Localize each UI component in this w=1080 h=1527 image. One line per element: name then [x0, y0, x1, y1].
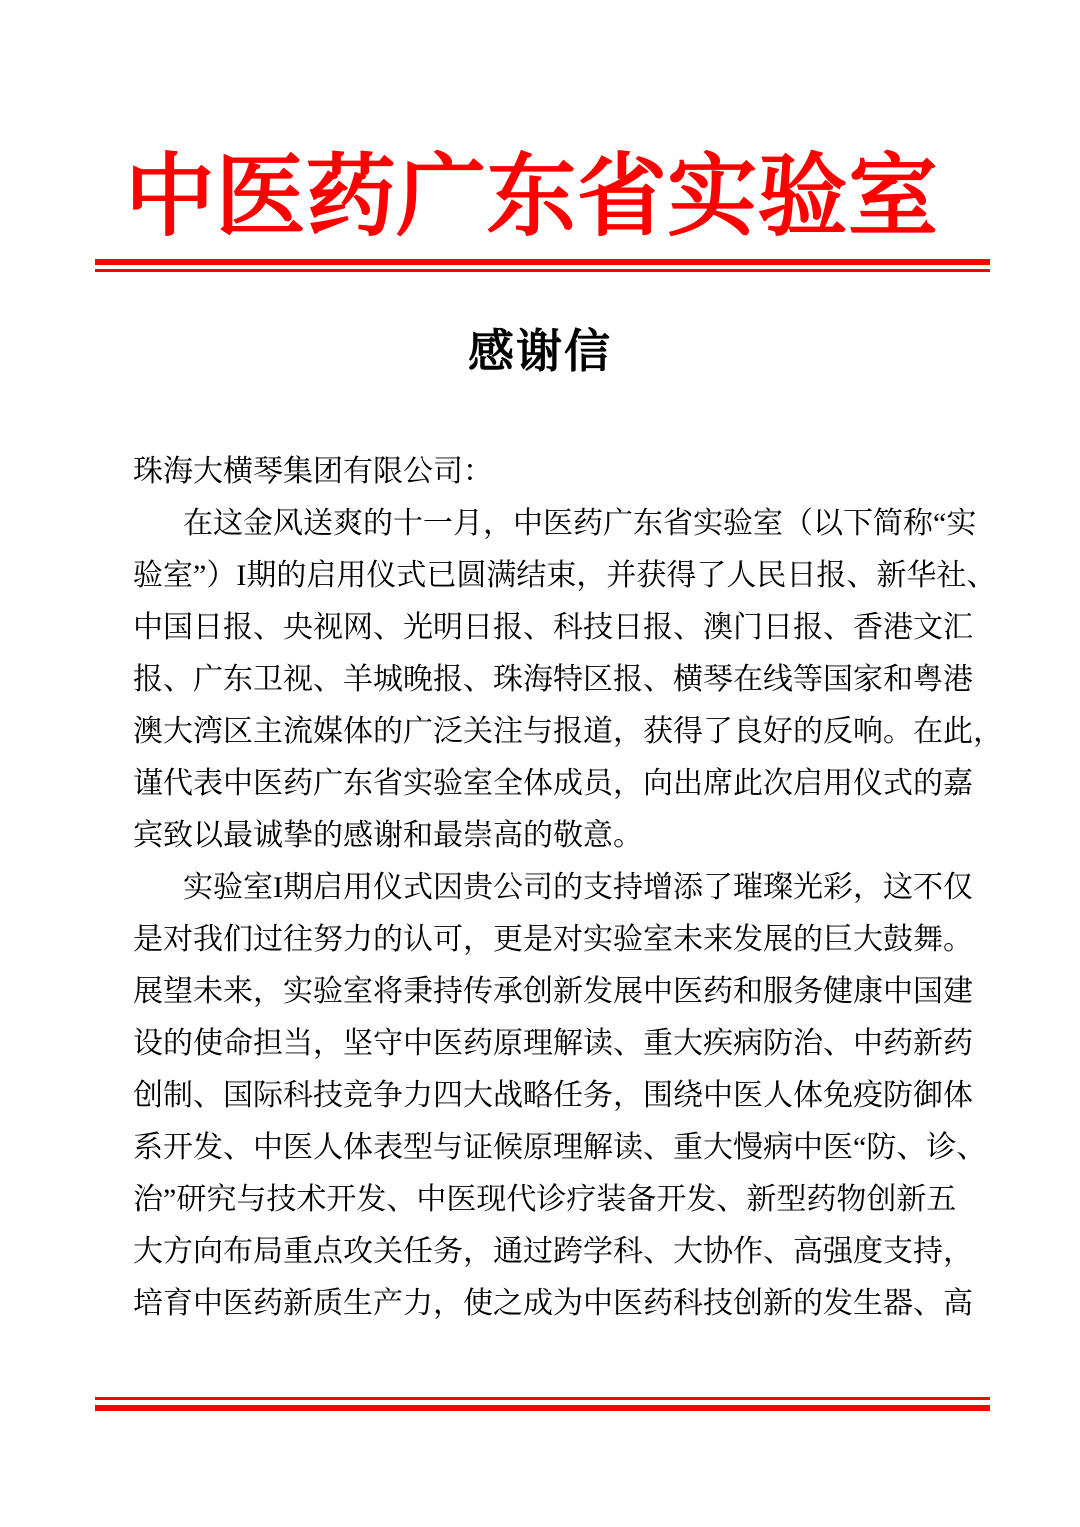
body-line: 培 育 中 医 药 新 质 生 产 力 ， 使 之 成 为 中 医 药 科 技 创 新 的 发 生 器 、 高: [133, 1287, 973, 1320]
letterhead-title-char: 东: [486, 148, 577, 247]
letter-body: [133, 446, 1003, 1330]
letterhead-title-char: 广: [396, 148, 487, 247]
body-line: 验 室 ” ） I 期 的 启 用 仪 式 已 圆 满 结 束 ， 并 获 得 了 人 民 日 报 、 新 华 社 、: [133, 559, 997, 592]
letterhead-title-char: 验: [757, 148, 848, 247]
body-line: 展 望 未 来 ， 实 验 室 将 秉 持 传 承 创 新 发 展 中 医 药 和 服 务 健 康 中 国 建: [133, 975, 973, 1008]
letterhead-title: [125, 150, 938, 246]
letterhead-title-char: 室: [848, 148, 938, 247]
letterhead-title-char: 药: [305, 148, 396, 247]
body-line: 报 、 广 东 卫 视 、 羊 城 晚 报 、 珠 海 特 区 报 、 横 琴 在 线 等 国 家 和 粤 港: [133, 663, 973, 696]
body-line: 珠海大横琴集团有限公司：: [133, 455, 493, 488]
body-line: 创 制 、 国 际 科 技 竞 争 力 四 大 战 略 任 务 ， 围 绕 中 医 人 体 免 疫 防 御 体: [133, 1079, 973, 1112]
body-line: 大 方 向 布 局 重 点 攻 关 任 务 ， 通 过 跨 学 科 、 大 协 作 、 高 强 度 支 持 ，: [133, 1235, 973, 1268]
letterhead-divider: [95, 259, 990, 272]
letterhead-title-char: 实: [667, 148, 758, 247]
body-line: 是 对 我 们 过 往 努 力 的 认 可 ， 更 是 对 实 验 室 未 来 发 展 的 巨 大 鼓 舞 。: [133, 923, 973, 956]
letterhead-title-char: 医: [215, 148, 306, 247]
letterhead-title-char: 省: [576, 148, 667, 247]
body-line: 设 的 使 命 担 当 ， 坚 守 中 医 药 原 理 解 读 、 重 大 疾 病 防 治 、 中 药 新 药: [133, 1027, 973, 1060]
body-line: 在 这 金 风 送 爽 的 十 一 月 ， 中 医 药 广 东 省 实 验 室 （ 以 下 简 称 “ 实: [183, 507, 977, 540]
footer-divider: [95, 1397, 990, 1411]
body-line: 澳 大 湾 区 主 流 媒 体 的 广 泛 关 注 与 报 道 ， 获 得 了 良 好 的 反 响 。 在 此 ，: [133, 715, 1003, 748]
letter-title: 感谢信: [468, 326, 612, 377]
body-line: 宾致以最诚挚的感谢和最崇高的敬意。: [133, 819, 643, 852]
body-line: 中 国 日 报 、 央 视 网 、 光 明 日 报 、 科 技 日 报 、 澳 门 日 报 、 香 港 文 汇: [133, 611, 973, 644]
body-line: 实 验 室 I 期 启 用 仪 式 因 贵 公 司 的 支 持 增 添 了 璀 璨 光 彩 ， 这 不 仅: [183, 871, 973, 904]
body-line: 谨 代 表 中 医 药 广 东 省 实 验 室 全 体 成 员 ， 向 出 席 此 次 启 用 仪 式 的 嘉: [133, 767, 973, 800]
letterhead-title-char: 中: [125, 148, 215, 247]
body-line: 系 开 发 、 中 医 人 体 表 型 与 证 候 原 理 解 读 、 重 大 慢 病 中 医 “ 防 、 诊 、: [133, 1131, 987, 1164]
body-line: 治 ” 研 究 与 技 术 开 发 、 中 医 现 代 诊 疗 装 备 开 发 、 新 型 药 物 创 新 五: [133, 1183, 957, 1216]
